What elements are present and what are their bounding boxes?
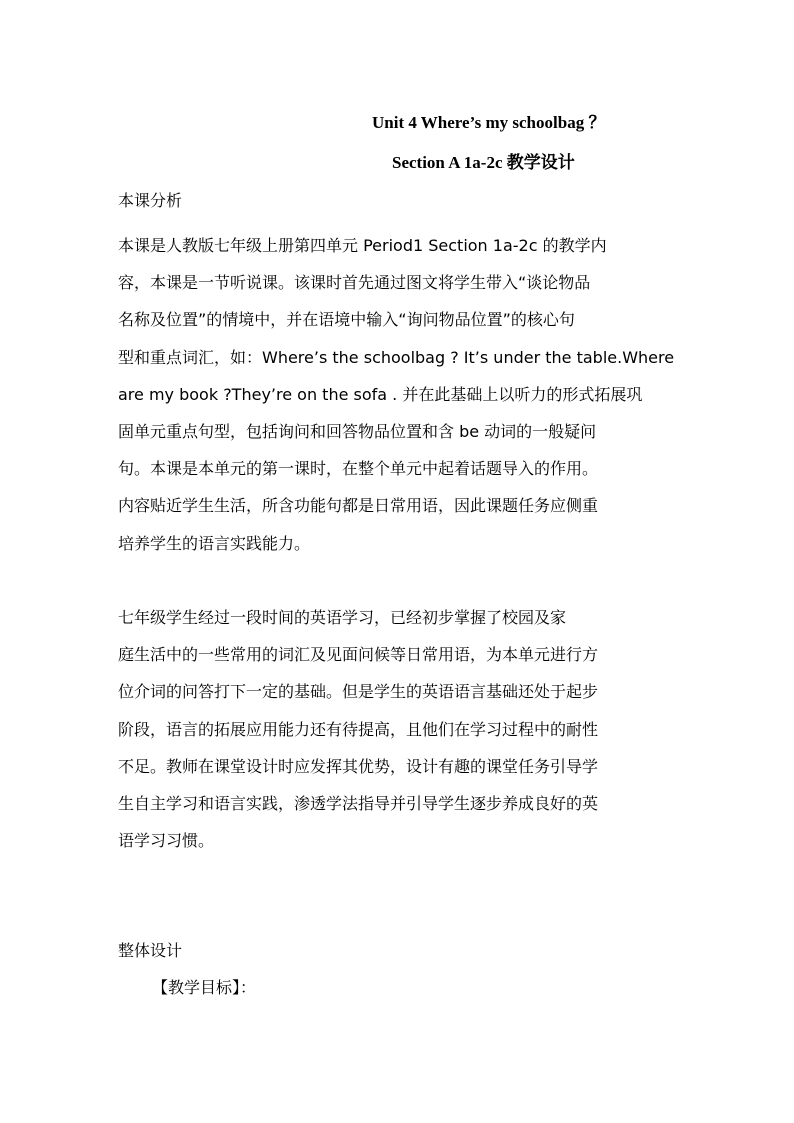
- section-heading-overall: 整体设计: [118, 941, 183, 960]
- paragraph-line: 七年级学生经过一段时间的英语学习，已经初步掌握了校园及家: [118, 608, 567, 627]
- paragraph-line: 语学习习惯。: [118, 831, 215, 851]
- paragraph-line: are my book ?They’re on the sofa . 并在此基础上以听力的形式拓展巩: [118, 384, 643, 404]
- paragraph-line: 内容贴近学生生活，所含功能句都是日常用语，因此课题任务应侧重: [118, 496, 599, 516]
- document-subtitle: Section A 1a-2c 教学设计: [392, 153, 575, 172]
- paragraph-line: 培养学生的语言实践能力。: [118, 533, 311, 553]
- paragraph-line: 名称及位置”的情境中，并在语境中输入“询问物品位置”的核心句: [118, 310, 575, 330]
- paragraph-line: 句。本课是本单元的第一课时，在整个单元中起着话题导入的作用。: [118, 459, 599, 479]
- teaching-goals-heading: 【教学目标】：: [152, 978, 257, 997]
- paragraph-line: 容，本课是一节听说课。该课时首先通过图文将学生带入“谈论物品: [118, 273, 591, 293]
- paragraph-line: 本课是人教版七年级上册第四单元 Period1 Section 1a-2c 的教学内: [118, 236, 607, 255]
- paragraph-line: 型和重点词汇，如：Where’s the schoolbag ? It’s under the table.Where: [118, 347, 675, 367]
- paragraph-line: 不足。教师在课堂设计时应发挥其优势，设计有趣的课堂任务引导学: [118, 756, 599, 776]
- paragraph-line: 固单元重点句型，包括询问和回答物品位置和含 be 动词的一般疑问: [118, 421, 597, 441]
- analysis-paragraph-2: [118, 599, 680, 859]
- paragraph-line: 庭生活中的一些常用的词汇及见面问候等日常用语，为本单元进行方: [118, 645, 599, 665]
- paragraph-line: 生自主学习和语言实践，渗透学法指导并引导学生逐步养成良好的英: [118, 793, 599, 813]
- section-heading-analysis: 本课分析: [118, 191, 183, 210]
- paragraph-line: 位介词的问答打下一定的基础。但是学生的英语语言基础还处于起步: [118, 682, 599, 702]
- analysis-paragraph-1: [118, 227, 680, 562]
- paragraph-line: 阶段，语言的拓展应用能力还有待提高，且他们在学习过程中的耐性: [118, 719, 599, 739]
- document-title: Unit 4 Where’s my schoolbag ？: [372, 113, 606, 132]
